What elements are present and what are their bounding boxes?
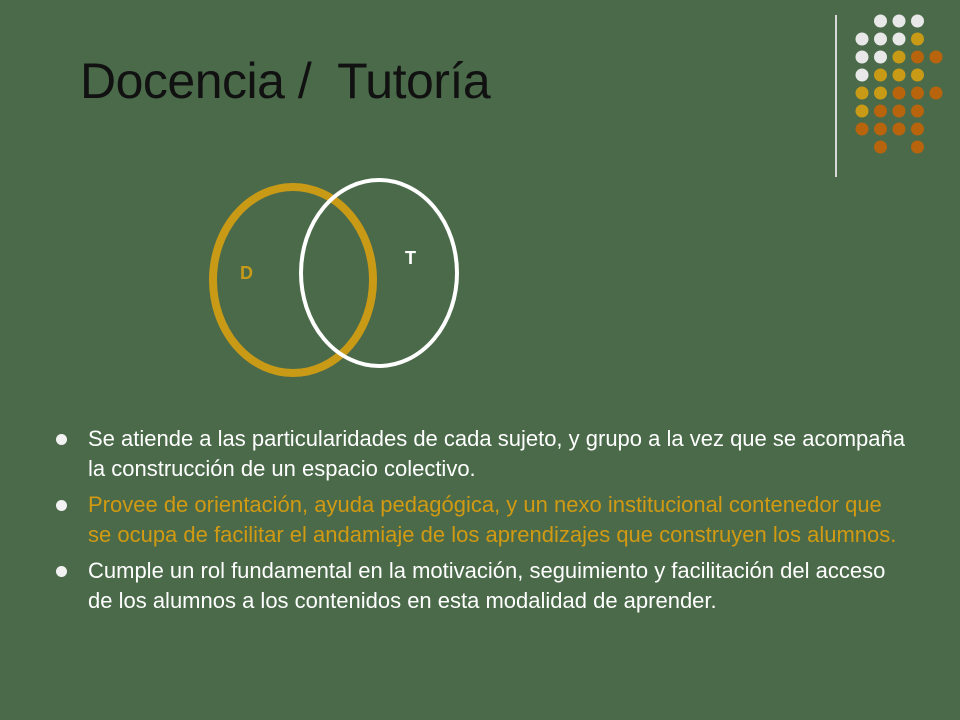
slide-title: Docencia / Tutoría	[80, 53, 491, 109]
bullet-text: Provee de orientación, ayuda pedagógica, y un nexo institucional contenedor que se ocupa de facilitar el andamiaje de los aprendizajes que construyen los alumnos.	[88, 492, 897, 547]
bullet-text: Cumple un rol fundamental en la motivación, seguimiento y facilitación del acceso de los alumnos a los contenidos en esta modalidad de aprender.	[88, 558, 886, 613]
bullet-text: Se atiende a las particularidades de cada sujeto, y grupo a la vez que se acompaña la construcción de un espacio colectivo.	[88, 426, 905, 481]
venn-circle-t	[301, 180, 457, 366]
bullet-dot-icon	[56, 566, 67, 577]
bullet-list	[48, 424, 908, 622]
venn-label-t: T	[405, 248, 416, 268]
bullet-item	[48, 556, 908, 616]
venn-circle-d	[213, 187, 373, 373]
bullet-dot-icon	[56, 434, 67, 445]
venn-label-d: D	[240, 263, 253, 283]
bullet-item	[48, 490, 908, 550]
bullet-item	[48, 424, 908, 484]
bullet-dot-icon	[56, 500, 67, 511]
